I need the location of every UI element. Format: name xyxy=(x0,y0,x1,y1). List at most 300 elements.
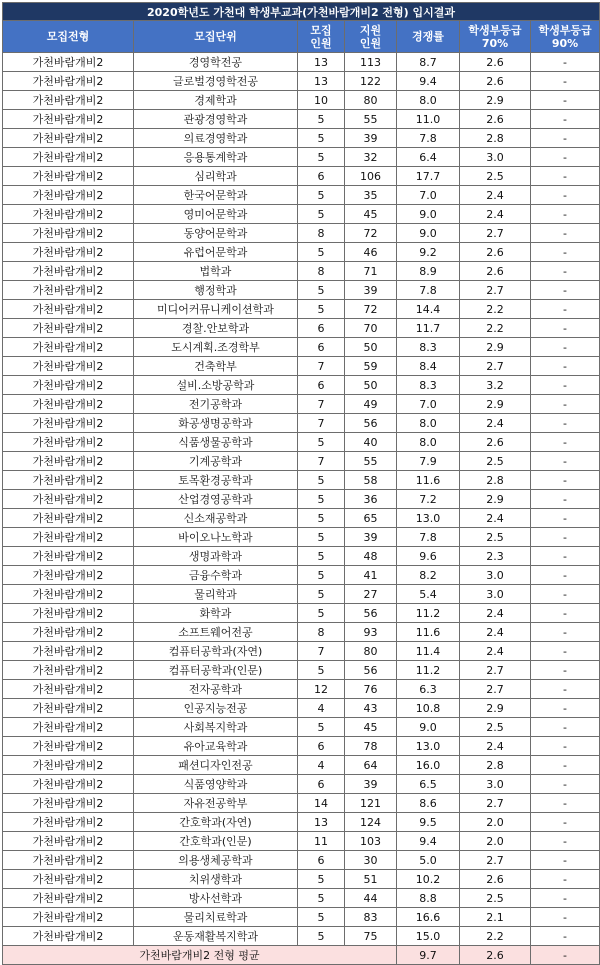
cell-quota: 5 xyxy=(298,509,345,528)
cell-unit: 한국어문학과 xyxy=(134,186,298,205)
cell-quota: 6 xyxy=(298,376,345,395)
cell-type: 가천바람개비2 xyxy=(3,680,134,699)
cell-type: 가천바람개비2 xyxy=(3,566,134,585)
cell-unit: 자유전공학부 xyxy=(134,794,298,813)
cell-ratio: 7.0 xyxy=(397,186,460,205)
cell-unit: 금융수학과 xyxy=(134,566,298,585)
cell-unit: 운동재활복지학과 xyxy=(134,927,298,946)
cell-quota: 6 xyxy=(298,338,345,357)
table-body xyxy=(3,53,600,946)
cell-applicants: 50 xyxy=(345,376,397,395)
title-row xyxy=(3,3,600,21)
cell-unit: 의용생체공학과 xyxy=(134,851,298,870)
cell-unit: 글로벌경영학전공 xyxy=(134,72,298,91)
table-row xyxy=(3,243,600,262)
cell-grade-70: 2.5 xyxy=(460,167,531,186)
cell-quota: 13 xyxy=(298,53,345,72)
cell-ratio: 7.8 xyxy=(397,129,460,148)
cell-type: 가천바람개비2 xyxy=(3,110,134,129)
cell-grade-90: - xyxy=(531,585,600,604)
cell-type: 가천바람개비2 xyxy=(3,300,134,319)
cell-grade-90: - xyxy=(531,566,600,585)
cell-type: 가천바람개비2 xyxy=(3,357,134,376)
cell-unit: 치위생학과 xyxy=(134,870,298,889)
cell-grade-90: - xyxy=(531,357,600,376)
cell-ratio: 11.6 xyxy=(397,623,460,642)
table-row xyxy=(3,718,600,737)
cell-applicants: 35 xyxy=(345,186,397,205)
cell-unit: 도시계획.조경학부 xyxy=(134,338,298,357)
cell-grade-70: 2.7 xyxy=(460,357,531,376)
cell-type: 가천바람개비2 xyxy=(3,775,134,794)
cell-type: 가천바람개비2 xyxy=(3,72,134,91)
cell-grade-70: 2.4 xyxy=(460,186,531,205)
cell-applicants: 64 xyxy=(345,756,397,775)
cell-grade-70: 2.9 xyxy=(460,395,531,414)
cell-grade-70: 2.4 xyxy=(460,623,531,642)
cell-type: 가천바람개비2 xyxy=(3,205,134,224)
table-row xyxy=(3,851,600,870)
cell-quota: 8 xyxy=(298,262,345,281)
cell-applicants: 56 xyxy=(345,604,397,623)
cell-grade-70: 2.9 xyxy=(460,91,531,110)
cell-type: 가천바람개비2 xyxy=(3,737,134,756)
cell-quota: 7 xyxy=(298,357,345,376)
cell-grade-90: - xyxy=(531,908,600,927)
cell-ratio: 9.2 xyxy=(397,243,460,262)
cell-applicants: 58 xyxy=(345,471,397,490)
cell-ratio: 5.0 xyxy=(397,851,460,870)
cell-grade-70: 2.7 xyxy=(460,281,531,300)
cell-grade-70: 2.8 xyxy=(460,756,531,775)
cell-type: 가천바람개비2 xyxy=(3,813,134,832)
cell-applicants: 40 xyxy=(345,433,397,452)
table-row xyxy=(3,338,600,357)
cell-type: 가천바람개비2 xyxy=(3,395,134,414)
cell-applicants: 103 xyxy=(345,832,397,851)
cell-quota: 5 xyxy=(298,300,345,319)
cell-unit: 심리학과 xyxy=(134,167,298,186)
cell-grade-70: 2.6 xyxy=(460,243,531,262)
cell-applicants: 72 xyxy=(345,300,397,319)
cell-type: 가천바람개비2 xyxy=(3,528,134,547)
cell-grade-90: - xyxy=(531,547,600,566)
cell-applicants: 83 xyxy=(345,908,397,927)
cell-ratio: 11.7 xyxy=(397,319,460,338)
cell-type: 가천바람개비2 xyxy=(3,870,134,889)
cell-type: 가천바람개비2 xyxy=(3,927,134,946)
cell-unit: 경제학과 xyxy=(134,91,298,110)
cell-applicants: 93 xyxy=(345,623,397,642)
cell-ratio: 7.8 xyxy=(397,281,460,300)
cell-ratio: 9.6 xyxy=(397,547,460,566)
cell-grade-90: - xyxy=(531,680,600,699)
cell-grade-70: 3.2 xyxy=(460,376,531,395)
table-row xyxy=(3,585,600,604)
cell-grade-70: 2.0 xyxy=(460,832,531,851)
cell-grade-70: 3.0 xyxy=(460,585,531,604)
cell-quota: 6 xyxy=(298,167,345,186)
cell-type: 가천바람개비2 xyxy=(3,509,134,528)
cell-grade-90: - xyxy=(531,319,600,338)
cell-grade-90: - xyxy=(531,718,600,737)
cell-ratio: 8.0 xyxy=(397,414,460,433)
cell-type: 가천바람개비2 xyxy=(3,547,134,566)
average-grade-70: 2.6 xyxy=(460,946,531,965)
cell-grade-70: 2.5 xyxy=(460,889,531,908)
cell-quota: 6 xyxy=(298,737,345,756)
cell-applicants: 106 xyxy=(345,167,397,186)
cell-ratio: 9.5 xyxy=(397,813,460,832)
table-row xyxy=(3,148,600,167)
cell-grade-70: 2.4 xyxy=(460,509,531,528)
cell-grade-70: 2.6 xyxy=(460,110,531,129)
cell-grade-70: 2.9 xyxy=(460,490,531,509)
cell-quota: 5 xyxy=(298,566,345,585)
cell-grade-90: - xyxy=(531,775,600,794)
table-row xyxy=(3,357,600,376)
cell-applicants: 51 xyxy=(345,870,397,889)
cell-quota: 6 xyxy=(298,775,345,794)
cell-quota: 5 xyxy=(298,908,345,927)
cell-quota: 5 xyxy=(298,281,345,300)
cell-applicants: 65 xyxy=(345,509,397,528)
cell-applicants: 27 xyxy=(345,585,397,604)
cell-unit: 사회복지학과 xyxy=(134,718,298,737)
table-row xyxy=(3,794,600,813)
cell-grade-70: 2.7 xyxy=(460,661,531,680)
table-row xyxy=(3,186,600,205)
cell-ratio: 6.4 xyxy=(397,148,460,167)
table-row xyxy=(3,433,600,452)
cell-ratio: 9.0 xyxy=(397,205,460,224)
cell-ratio: 11.2 xyxy=(397,661,460,680)
cell-ratio: 6.3 xyxy=(397,680,460,699)
cell-ratio: 7.2 xyxy=(397,490,460,509)
table-row xyxy=(3,547,600,566)
cell-grade-70: 2.7 xyxy=(460,680,531,699)
table-row xyxy=(3,699,600,718)
table-row xyxy=(3,756,600,775)
cell-unit: 화공생명공학과 xyxy=(134,414,298,433)
cell-unit: 신소재공학과 xyxy=(134,509,298,528)
cell-applicants: 80 xyxy=(345,642,397,661)
cell-unit: 유아교육학과 xyxy=(134,737,298,756)
cell-ratio: 8.9 xyxy=(397,262,460,281)
cell-applicants: 113 xyxy=(345,53,397,72)
table-row xyxy=(3,775,600,794)
cell-quota: 5 xyxy=(298,129,345,148)
cell-grade-70: 3.0 xyxy=(460,775,531,794)
cell-type: 가천바람개비2 xyxy=(3,661,134,680)
cell-grade-90: - xyxy=(531,642,600,661)
cell-grade-90: - xyxy=(531,661,600,680)
cell-grade-90: - xyxy=(531,870,600,889)
cell-grade-90: - xyxy=(531,53,600,72)
cell-applicants: 39 xyxy=(345,129,397,148)
cell-unit: 경영학전공 xyxy=(134,53,298,72)
cell-grade-90: - xyxy=(531,737,600,756)
cell-ratio: 15.0 xyxy=(397,927,460,946)
cell-unit: 식품생물공학과 xyxy=(134,433,298,452)
cell-type: 가천바람개비2 xyxy=(3,642,134,661)
cell-ratio: 9.0 xyxy=(397,718,460,737)
cell-grade-70: 3.0 xyxy=(460,566,531,585)
average-grade-90: - xyxy=(531,946,600,965)
cell-applicants: 48 xyxy=(345,547,397,566)
header-row xyxy=(3,21,600,53)
table-row xyxy=(3,889,600,908)
cell-type: 가천바람개비2 xyxy=(3,224,134,243)
cell-type: 가천바람개비2 xyxy=(3,167,134,186)
table-row xyxy=(3,262,600,281)
cell-grade-70: 2.4 xyxy=(460,414,531,433)
cell-applicants: 45 xyxy=(345,205,397,224)
table-row xyxy=(3,870,600,889)
cell-unit: 패션디자인전공 xyxy=(134,756,298,775)
cell-grade-70: 2.7 xyxy=(460,794,531,813)
cell-unit: 건축학부 xyxy=(134,357,298,376)
cell-applicants: 32 xyxy=(345,148,397,167)
cell-type: 가천바람개비2 xyxy=(3,832,134,851)
table-row xyxy=(3,832,600,851)
cell-quota: 5 xyxy=(298,585,345,604)
cell-unit: 물리치료학과 xyxy=(134,908,298,927)
cell-unit: 컴퓨터공학과(자연) xyxy=(134,642,298,661)
cell-unit: 토목환경공학과 xyxy=(134,471,298,490)
cell-type: 가천바람개비2 xyxy=(3,376,134,395)
cell-grade-90: - xyxy=(531,623,600,642)
cell-quota: 7 xyxy=(298,414,345,433)
cell-ratio: 8.7 xyxy=(397,53,460,72)
cell-type: 가천바람개비2 xyxy=(3,604,134,623)
cell-quota: 13 xyxy=(298,72,345,91)
cell-applicants: 56 xyxy=(345,414,397,433)
cell-grade-90: - xyxy=(531,224,600,243)
cell-ratio: 11.0 xyxy=(397,110,460,129)
cell-type: 가천바람개비2 xyxy=(3,338,134,357)
cell-applicants: 41 xyxy=(345,566,397,585)
cell-grade-70: 2.2 xyxy=(460,319,531,338)
cell-grade-90: - xyxy=(531,186,600,205)
cell-ratio: 9.0 xyxy=(397,224,460,243)
cell-applicants: 43 xyxy=(345,699,397,718)
cell-ratio: 9.4 xyxy=(397,72,460,91)
cell-applicants: 75 xyxy=(345,927,397,946)
cell-unit: 행정학과 xyxy=(134,281,298,300)
cell-quota: 5 xyxy=(298,490,345,509)
cell-unit: 설비.소방공학과 xyxy=(134,376,298,395)
cell-type: 가천바람개비2 xyxy=(3,414,134,433)
cell-grade-70: 2.4 xyxy=(460,205,531,224)
cell-quota: 11 xyxy=(298,832,345,851)
cell-ratio: 11.4 xyxy=(397,642,460,661)
cell-type: 가천바람개비2 xyxy=(3,281,134,300)
cell-applicants: 71 xyxy=(345,262,397,281)
cell-grade-90: - xyxy=(531,471,600,490)
cell-grade-90: - xyxy=(531,338,600,357)
table-row xyxy=(3,927,600,946)
cell-type: 가천바람개비2 xyxy=(3,585,134,604)
cell-applicants: 39 xyxy=(345,528,397,547)
cell-type: 가천바람개비2 xyxy=(3,889,134,908)
cell-grade-70: 2.6 xyxy=(460,53,531,72)
cell-unit: 영미어문학과 xyxy=(134,205,298,224)
cell-applicants: 124 xyxy=(345,813,397,832)
cell-ratio: 8.0 xyxy=(397,433,460,452)
cell-grade-70: 2.5 xyxy=(460,452,531,471)
header-applicants: 지원 인원 xyxy=(345,21,397,53)
cell-ratio: 14.4 xyxy=(397,300,460,319)
cell-grade-70: 2.6 xyxy=(460,72,531,91)
cell-applicants: 36 xyxy=(345,490,397,509)
cell-applicants: 59 xyxy=(345,357,397,376)
cell-quota: 7 xyxy=(298,452,345,471)
cell-grade-70: 2.9 xyxy=(460,699,531,718)
table-row xyxy=(3,813,600,832)
cell-grade-90: - xyxy=(531,756,600,775)
cell-ratio: 8.4 xyxy=(397,357,460,376)
cell-quota: 14 xyxy=(298,794,345,813)
header-unit: 모집단위 xyxy=(134,21,298,53)
header-grade-90: 학생부등급 90% xyxy=(531,21,600,53)
cell-unit: 기계공학과 xyxy=(134,452,298,471)
cell-type: 가천바람개비2 xyxy=(3,794,134,813)
cell-grade-90: - xyxy=(531,509,600,528)
cell-applicants: 56 xyxy=(345,661,397,680)
average-label: 가천바람개비2 전형 평균 xyxy=(3,946,397,965)
cell-grade-90: - xyxy=(531,528,600,547)
average-ratio: 9.7 xyxy=(397,946,460,965)
cell-grade-70: 2.4 xyxy=(460,604,531,623)
cell-quota: 5 xyxy=(298,927,345,946)
cell-type: 가천바람개비2 xyxy=(3,699,134,718)
table-row xyxy=(3,908,600,927)
cell-grade-70: 2.7 xyxy=(460,851,531,870)
cell-type: 가천바람개비2 xyxy=(3,243,134,262)
cell-grade-90: - xyxy=(531,927,600,946)
cell-ratio: 8.3 xyxy=(397,338,460,357)
cell-applicants: 50 xyxy=(345,338,397,357)
cell-grade-70: 2.3 xyxy=(460,547,531,566)
cell-type: 가천바람개비2 xyxy=(3,53,134,72)
cell-grade-90: - xyxy=(531,813,600,832)
cell-quota: 5 xyxy=(298,528,345,547)
table-row xyxy=(3,604,600,623)
cell-grade-70: 2.4 xyxy=(460,642,531,661)
cell-unit: 산업경영공학과 xyxy=(134,490,298,509)
cell-type: 가천바람개비2 xyxy=(3,433,134,452)
cell-unit: 식품영양학과 xyxy=(134,775,298,794)
cell-quota: 5 xyxy=(298,148,345,167)
cell-ratio: 7.9 xyxy=(397,452,460,471)
header-ratio: 경쟁률 xyxy=(397,21,460,53)
table-row xyxy=(3,452,600,471)
cell-grade-90: - xyxy=(531,91,600,110)
cell-applicants: 39 xyxy=(345,281,397,300)
cell-ratio: 6.5 xyxy=(397,775,460,794)
cell-unit: 간호학과(자연) xyxy=(134,813,298,832)
cell-applicants: 121 xyxy=(345,794,397,813)
cell-applicants: 78 xyxy=(345,737,397,756)
cell-grade-70: 2.6 xyxy=(460,262,531,281)
cell-quota: 5 xyxy=(298,186,345,205)
cell-grade-70: 2.9 xyxy=(460,338,531,357)
cell-unit: 화학과 xyxy=(134,604,298,623)
cell-quota: 5 xyxy=(298,471,345,490)
cell-unit: 동양어문학과 xyxy=(134,224,298,243)
cell-ratio: 8.8 xyxy=(397,889,460,908)
cell-unit: 컴퓨터공학과(인문) xyxy=(134,661,298,680)
cell-type: 가천바람개비2 xyxy=(3,623,134,642)
cell-grade-90: - xyxy=(531,300,600,319)
cell-grade-70: 2.8 xyxy=(460,129,531,148)
cell-grade-90: - xyxy=(531,395,600,414)
cell-type: 가천바람개비2 xyxy=(3,851,134,870)
cell-grade-90: - xyxy=(531,376,600,395)
cell-quota: 8 xyxy=(298,623,345,642)
table-row xyxy=(3,72,600,91)
table-row xyxy=(3,623,600,642)
cell-grade-70: 2.2 xyxy=(460,300,531,319)
cell-ratio: 9.4 xyxy=(397,832,460,851)
cell-applicants: 39 xyxy=(345,775,397,794)
cell-grade-90: - xyxy=(531,414,600,433)
table-row xyxy=(3,395,600,414)
cell-type: 가천바람개비2 xyxy=(3,148,134,167)
cell-unit: 법학과 xyxy=(134,262,298,281)
cell-type: 가천바람개비2 xyxy=(3,908,134,927)
cell-applicants: 44 xyxy=(345,889,397,908)
header-type: 모집전형 xyxy=(3,21,134,53)
cell-unit: 경찰.안보학과 xyxy=(134,319,298,338)
table-row xyxy=(3,376,600,395)
cell-grade-70: 2.7 xyxy=(460,224,531,243)
cell-quota: 7 xyxy=(298,642,345,661)
cell-ratio: 8.0 xyxy=(397,91,460,110)
cell-grade-90: - xyxy=(531,72,600,91)
table-row xyxy=(3,110,600,129)
table-row xyxy=(3,53,600,72)
cell-quota: 5 xyxy=(298,547,345,566)
cell-grade-90: - xyxy=(531,490,600,509)
cell-unit: 바이오나노학과 xyxy=(134,528,298,547)
cell-type: 가천바람개비2 xyxy=(3,718,134,737)
table-row xyxy=(3,319,600,338)
cell-unit: 전자공학과 xyxy=(134,680,298,699)
cell-unit: 관광경영학과 xyxy=(134,110,298,129)
table-row xyxy=(3,490,600,509)
cell-ratio: 11.6 xyxy=(397,471,460,490)
cell-grade-90: - xyxy=(531,281,600,300)
cell-quota: 6 xyxy=(298,319,345,338)
cell-applicants: 45 xyxy=(345,718,397,737)
cell-ratio: 11.2 xyxy=(397,604,460,623)
cell-quota: 5 xyxy=(298,870,345,889)
cell-quota: 5 xyxy=(298,205,345,224)
cell-ratio: 7.8 xyxy=(397,528,460,547)
cell-quota: 4 xyxy=(298,756,345,775)
cell-quota: 5 xyxy=(298,604,345,623)
cell-applicants: 30 xyxy=(345,851,397,870)
cell-quota: 6 xyxy=(298,851,345,870)
cell-grade-70: 3.0 xyxy=(460,148,531,167)
cell-ratio: 16.6 xyxy=(397,908,460,927)
cell-quota: 12 xyxy=(298,680,345,699)
table-row xyxy=(3,528,600,547)
cell-grade-70: 2.5 xyxy=(460,718,531,737)
cell-grade-90: - xyxy=(531,167,600,186)
